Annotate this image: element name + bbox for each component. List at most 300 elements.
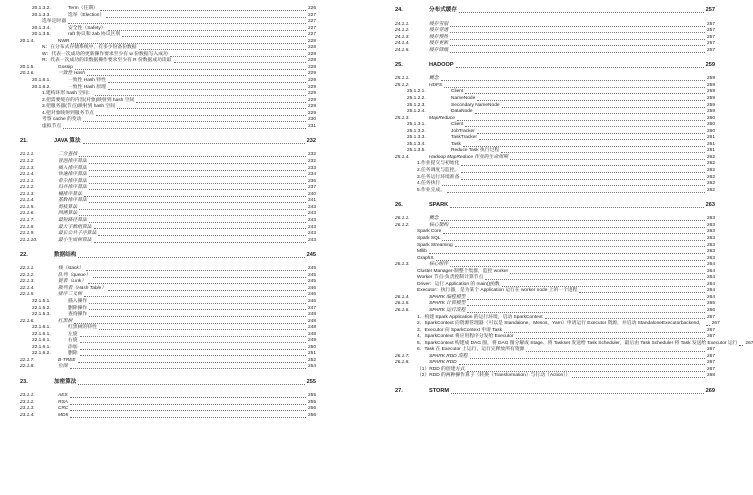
toc-entry-number: 26.1.7. (395, 353, 410, 359)
toc-entry-title: SPARK 计算模型 (429, 301, 466, 307)
toc-right-column (395, 6, 753, 396)
toc-page-number: 264 (706, 294, 715, 300)
toc-page-number: 245 (307, 272, 316, 278)
toc-entry-title: 3.任务运行环境准备 (417, 174, 460, 180)
toc-dot-leader (89, 189, 306, 190)
toc-entry-title: 数据结构 (54, 251, 77, 258)
toc-page-number: 228 (307, 58, 316, 64)
toc-entry-number: 26.1.2. (395, 222, 410, 228)
toc-dot-leader (71, 43, 306, 44)
toc-page-number: 257 (706, 28, 715, 34)
toc-page-number: 255 (306, 378, 316, 385)
toc-page-number: 263 (706, 249, 715, 255)
toc-dot-leader (545, 318, 705, 319)
toc-page-number: 259 (705, 61, 715, 68)
toc-entry-number: 21.1.1. (20, 178, 35, 184)
toc-dot-leader (108, 290, 306, 291)
toc-page-number: 243 (307, 211, 316, 217)
toc-page-number: 256 (307, 406, 316, 412)
toc-page-number: 248 (307, 312, 316, 318)
toc-entry-number: 23.1.2. (20, 399, 35, 405)
toc-entry-title: 3.把服务器(节点)映射到 hash 空间 (42, 104, 116, 110)
toc-entry-number: 23.1.1. (20, 393, 35, 399)
toc-entry-title: Client (451, 89, 464, 95)
toc-entry-number: 20.1.4. (20, 38, 35, 44)
toc-dot-leader (89, 222, 306, 223)
toc-page-number: 263 (706, 229, 715, 235)
toc-entry-title: SPARK 编程模型 (429, 294, 466, 300)
toc-dot-leader (441, 80, 705, 81)
toc-dot-leader (459, 364, 705, 365)
toc-dot-leader (93, 277, 306, 278)
toc-entry-title: Hadoop MapReduce 作业的生命周期 (429, 154, 508, 160)
toc-entry-number: 21.1.10. (20, 237, 38, 243)
toc-entry-number: 26.1.1. (395, 216, 410, 222)
toc-chapter-entry[interactable] (20, 137, 316, 146)
toc-page-number: 229 (307, 91, 316, 97)
toc-page-number: 226 (307, 6, 316, 11)
toc-dot-leader (461, 165, 705, 166)
toc-page-number: 229 (307, 84, 316, 90)
toc-chapter-entry[interactable] (395, 201, 715, 210)
toc-dot-leader (100, 10, 306, 11)
toc-page-number: 228 (307, 38, 316, 44)
toc-entry-number: 24.1.2. (395, 28, 410, 34)
toc-dot-leader (70, 368, 306, 369)
toc-entry-title: 删除操作 (68, 305, 88, 311)
toc-entry-title: JobTracker (451, 128, 475, 134)
toc-entry-title: RSA (58, 399, 68, 405)
toc-entry-title: HADOOP (429, 61, 454, 68)
toc-entry-number: 22.1.6. (20, 318, 35, 324)
toc-page-number: 248 (307, 331, 316, 337)
toc-dot-leader (501, 152, 705, 153)
toc-page-number: 228 (307, 45, 316, 51)
toc-chapter-entry[interactable] (395, 387, 715, 396)
toc-dot-leader (94, 242, 306, 243)
toc-entry-number: 21.1.5. (20, 204, 35, 210)
toc-page-number: 264 (706, 288, 715, 294)
toc-entry-title: 核心组件 (429, 262, 449, 268)
toc-dot-leader (74, 323, 306, 324)
toc-dot-leader (63, 128, 306, 129)
toc-entry-number: 20.1.3.5. (32, 32, 51, 38)
toc-dot-leader (467, 312, 705, 313)
toc-entry-title: 最短路径算法 (58, 217, 87, 223)
toc-dot-leader (450, 207, 703, 208)
toc-page-number: 245 (307, 266, 316, 272)
toc-dot-leader (502, 107, 705, 108)
toc-entry-title: Term（任期） (68, 6, 98, 11)
toc-entry-title: 5.作业完成。 (417, 187, 445, 193)
toc-entry-title: CRC (58, 406, 69, 412)
toc-page-number: 232 (307, 159, 316, 165)
toc-page-number: 265 (706, 301, 715, 307)
toc-page-number: 263 (706, 216, 715, 222)
toc-entry-title: Mllib (417, 249, 427, 255)
toc-chapter-entry[interactable] (20, 251, 316, 260)
toc-entry-number: 20.1.3.2. (32, 6, 51, 11)
toc-entry-number: 25.1.1. (395, 76, 410, 82)
toc-entry-title: 4.把对象映射到服务节点 (42, 110, 94, 116)
toc-dot-leader (516, 338, 705, 339)
toc-entry-title: 缓存降级 (429, 47, 449, 53)
toc-page-number: 229 (307, 78, 316, 84)
toc-dot-leader (456, 67, 704, 68)
toc-entry-title: 排序二叉树 (58, 292, 82, 298)
toc-page-number: 246 (307, 285, 316, 291)
toc-dot-leader (89, 303, 306, 304)
toc-entry-title: Spark Core (417, 229, 442, 235)
toc-entry-number: 26.1.4. (395, 294, 410, 300)
toc-page-number: 264 (706, 268, 715, 274)
toc-dot-leader (89, 309, 306, 310)
toc-page-number: 232 (306, 137, 316, 144)
toc-dot-leader (99, 329, 306, 330)
toc-page-number: 261 (706, 141, 715, 147)
toc-entry-title: R：代表一次成功的读数据操作要求至少有 R 份数据成功读取 (42, 58, 172, 64)
toc-page-number: 245 (307, 279, 316, 285)
toc-page-number: 262 (706, 187, 715, 193)
toc-dot-leader (465, 126, 705, 127)
toc-entry-number: 23. (20, 378, 28, 385)
toc-page-number: 263 (706, 242, 715, 248)
toc-page-number: 263 (706, 235, 715, 241)
toc-dot-leader (450, 266, 705, 267)
toc-entry-title: DataNode (451, 109, 473, 115)
toc-page-number: 259 (706, 109, 715, 115)
toc-entry-title: Spark SQL (417, 235, 441, 241)
toc-chapter-entry[interactable] (395, 6, 715, 15)
toc-page-number: 267 (706, 327, 715, 333)
toc-page-number: 245 (306, 251, 316, 258)
toc-entry-number: 21. (20, 137, 28, 144)
toc-page-number: 230 (307, 117, 316, 123)
toc-entry-title: SPARK RDD 流程 (429, 353, 468, 359)
toc-entry-number: 22.1.7. (20, 357, 35, 363)
toc-dot-leader (739, 345, 743, 346)
toc-page-number: 248 (307, 325, 316, 331)
toc-dot-leader (108, 30, 306, 31)
toc-dot-leader (87, 75, 306, 76)
toc-dot-leader (89, 183, 306, 184)
toc-entry-title: 快速排序算法 (58, 172, 87, 178)
toc-dot-leader (108, 82, 306, 83)
toc-page-number: 257 (706, 21, 715, 27)
toc-entry-number: 26.1.6. (395, 307, 410, 313)
toc-entry-title: 2.把需要缓存的内容(对象)映射到 hash 空间 (42, 97, 135, 103)
toc-dot-leader (459, 12, 704, 13)
toc-entry-number: 22. (20, 251, 28, 258)
toc-dot-leader (84, 196, 306, 197)
toc-entry-title: TaskTracker (451, 135, 477, 141)
toc-entry-title: STORM (429, 387, 450, 394)
toc-page-number: 257 (706, 41, 715, 47)
toc-dot-leader (86, 270, 306, 271)
toc-page-number: 227 (307, 32, 316, 38)
toc-page-number: 237 (307, 185, 316, 191)
toc-dot-leader (70, 404, 306, 405)
toc-entry-title: SPARK 运行流程 (429, 307, 466, 313)
toc-entry-title: 4．SparkContext 将应用程序分发给 Executor (417, 334, 514, 340)
toc-entry-title: 缓存更新 (429, 41, 449, 47)
toc-page-number: 257 (705, 7, 715, 13)
toc-page-number: 249 (307, 338, 316, 344)
toc-chapter-entry[interactable] (20, 378, 316, 387)
toc-dot-leader (450, 227, 705, 228)
toc-dot-leader (451, 393, 704, 394)
toc-dot-leader (136, 102, 306, 103)
toc-page-number: 259 (706, 89, 715, 95)
toc-entry-title: 栈（stack） (58, 266, 84, 272)
toc-entry-number: 27. (395, 387, 403, 394)
toc-dot-leader (465, 93, 705, 94)
toc-entry-title: raft 协议和 zab 协议区别 (68, 32, 121, 38)
toc-page-number: 234 (307, 172, 316, 178)
toc-dot-leader (70, 410, 306, 411)
toc-page-number: 263 (706, 255, 715, 261)
toc-dot-leader (502, 286, 705, 287)
toc-entry-number: 21.1.4. (20, 172, 35, 178)
toc-dot-leader (504, 332, 705, 333)
toc-dot-leader (461, 172, 705, 173)
toc-entry-number: 26.1.5. (395, 301, 410, 307)
toc-entry-number: 22.1.3. (20, 279, 35, 285)
toc-dot-leader (429, 253, 705, 254)
toc-entry-title: 位图 (58, 364, 68, 370)
toc-dot-leader (78, 362, 306, 363)
toc-dot-leader (444, 87, 705, 88)
toc-entry-title: 红黑树的特性 (68, 325, 97, 331)
toc-entry-title: JAVA 算法 (54, 137, 81, 144)
toc-entry-title: 加密算法 (54, 378, 77, 385)
toc-page-number: 229 (307, 71, 316, 77)
toc-entry-title: 插入操作 (68, 298, 88, 304)
toc-page-number: 267 (706, 360, 715, 366)
toc-entry-title: 希尔排序算法 (58, 178, 87, 184)
toc-dot-leader (80, 349, 306, 350)
toc-entry-title: Task (451, 141, 461, 147)
toc-entry-number: 26. (395, 201, 403, 208)
toc-page-number: 228 (307, 51, 316, 57)
toc-entry-number: 20.1.6.2. (32, 84, 51, 90)
toc-entry-title: 回溯算法 (58, 211, 78, 217)
toc-entry-title: Driver：运行 Application 的 main()函数 (417, 281, 500, 287)
toc-entry-title: 缓存雪崩 (429, 21, 449, 27)
toc-entry-title: MD5 (58, 412, 69, 418)
toc-page-number: 263 (705, 201, 715, 208)
toc-dot-leader (95, 95, 306, 96)
toc-entry-number: 23.1.3. (20, 406, 35, 412)
toc-entry-number: 25.1.2.1. (407, 89, 426, 95)
toc-dot-leader (79, 215, 306, 216)
toc-entry-number: 21.1.9. (20, 231, 35, 237)
toc-dot-leader (450, 45, 705, 46)
toc-page-number: 262 (706, 154, 715, 160)
toc-entry-number: 25.1.3.4. (407, 141, 426, 147)
toc-entry-number: 20.1.6. (20, 71, 35, 77)
toc-entry-title: Client (451, 122, 464, 128)
toc-dot-leader (70, 417, 306, 418)
toc-entry-title: 添加 (68, 344, 78, 350)
toc-entry-title: 最小生成树算法 (58, 237, 92, 243)
toc-dot-leader (88, 283, 306, 284)
toc-entry-number: 25.1.3.3. (407, 135, 426, 141)
toc-entry-number: 22.1.2. (20, 272, 35, 278)
toc-page-number: 246 (307, 298, 316, 304)
toc-entry-title: MapReduce (429, 115, 455, 121)
toc-entry-title: 一致性 Hash 原理 (68, 84, 106, 90)
toc-entry-title: 链表（Link） (58, 279, 86, 285)
toc-dot-leader (477, 100, 705, 101)
toc-dot-leader (442, 185, 705, 186)
toc-entry-title: 桶排序算法 (58, 191, 82, 197)
toc-dot-leader (108, 89, 306, 90)
toc-page-number: 262 (706, 161, 715, 167)
toc-dot-leader (75, 69, 306, 70)
toc-entry-title: 删除 (68, 351, 78, 357)
toc-page-number: 263 (706, 222, 715, 228)
toc-page-number: 262 (706, 174, 715, 180)
toc-entry-number: 20.1.3.3. (32, 12, 51, 18)
toc-entry-title: Cluster Manager-制整个集群，监控 worker (417, 268, 509, 274)
toc-dot-leader (450, 52, 705, 53)
toc-dot-leader (579, 292, 705, 293)
toc-entry-number: 22.1.6.1. (32, 338, 51, 344)
toc-entry-title: 右旋 (68, 338, 78, 344)
toc-dot-leader (457, 120, 705, 121)
toc-dot-leader (139, 49, 306, 50)
toc-dot-leader (89, 163, 306, 164)
toc-entry-title: HDFS (429, 82, 443, 88)
toc-entry-title: Spark Streaming (417, 242, 453, 248)
toc-entry-title: GraphX (417, 255, 434, 261)
toc-dot-leader (467, 299, 705, 300)
toc-dot-leader (80, 342, 306, 343)
toc-entry-title: 缓存预热 (429, 34, 449, 40)
toc-entry[interactable] (20, 413, 316, 420)
toc-entry-number: 24.1.4. (395, 41, 410, 47)
toc-entry-number: 21.1.3. (20, 165, 35, 171)
toc-page-number: 260 (706, 115, 715, 121)
toc-page-number: 243 (307, 204, 316, 210)
toc-page-number: 262 (706, 181, 715, 187)
toc-chapter-entry[interactable] (395, 61, 715, 70)
toc-entry-number: 20.1.5. (20, 64, 35, 70)
toc-entry-title: 4.任务执行 (417, 181, 441, 187)
toc-page-number: 236 (307, 178, 316, 184)
toc-dot-leader (485, 279, 705, 280)
toc-entry-number: 21.1.2. (20, 159, 35, 165)
toc-entry-title: 5．SparkContext 构建成 DAG 图，将 DAG 图分解成 Stage、将 Taskset 发送给 Task Scheduler，最后由 Task Scheduler 将 Task 发送给 Executor 运行 (417, 340, 738, 346)
toc-page-number: 259 (706, 76, 715, 82)
toc-dot-leader (450, 39, 705, 40)
toc-entry-number: 22.1.6.1. (32, 344, 51, 350)
toc-page-number: 267 (711, 321, 720, 327)
toc-entry-title: SPARK (429, 201, 449, 208)
toc-page-number: 247 (307, 305, 316, 311)
toc-entry-title: 归并排序算法 (58, 185, 87, 191)
toc-entry-title: Worker 节点-负责控制计算节点 (417, 275, 484, 281)
toc-page-number: 227 (307, 12, 316, 18)
toc-entry-title: 安全性（Safety） (68, 25, 106, 31)
toc-entry-title: 1．构建 Spark Application 的运行环境，启动 SparkContext (417, 314, 543, 320)
toc-entry-number: 20.1.3.4. (32, 25, 51, 31)
toc-entry-title: 分布式缓存 (429, 7, 457, 13)
toc-dot-leader (442, 240, 705, 241)
toc-entry-number: 25.1.3. (395, 115, 410, 121)
toc-entry-number: 22.1.5.3. (32, 312, 51, 318)
toc-entry-number: 25.1.2.4. (407, 109, 426, 115)
toc-entry-number: 22.1.8. (20, 364, 35, 370)
toc-page-number: 261 (706, 148, 715, 154)
toc-entry-title: SPARK RDD (429, 360, 457, 366)
toc-entry-title: 左旋 (68, 331, 78, 337)
toc-page-number: 267 (745, 340, 753, 346)
toc-dot-leader (89, 176, 306, 177)
toc-dot-leader (510, 159, 705, 160)
toc-entry-title: 概念 (429, 216, 439, 222)
toc-entry-title: 基数排序算法 (58, 198, 87, 204)
toc-entry-title: Gossip (58, 64, 73, 70)
toc-entry-number: 21.1.3. (20, 191, 35, 197)
toc-page-number: 248 (307, 318, 316, 324)
toc-dot-leader (83, 143, 305, 144)
toc-entry-number: 20.1.6.1. (32, 78, 51, 84)
toc-entry-number: 21.1.7. (20, 217, 35, 223)
toc-entry-title: 1.建构环形 hash 空间： (42, 91, 93, 97)
toc-entry-title: 2．SparkContext 向资源管理器（可以是 Standalone，Mesos，Yarn）申请运行 Executor 资源，并启动 StandaloneExecutorbackend， (417, 321, 704, 327)
toc-dot-leader (79, 209, 306, 210)
toc-dot-leader (106, 17, 306, 18)
toc-dot-leader (80, 336, 306, 337)
toc-page-number: 240 (307, 191, 316, 197)
toc-entry-number: 24. (395, 7, 403, 13)
toc-page-number: 267 (706, 366, 715, 372)
toc-entry-title: 3．Executor 向 SparkContext 申请 Task (417, 327, 503, 333)
toc-dot-leader (450, 26, 705, 27)
toc-dot-leader (467, 371, 705, 372)
toc-entry-title: W：代表一次成功的更新操作要求至少有 w 份数据写入成功 (42, 51, 168, 57)
toc-page-number: 255 (307, 393, 316, 399)
toc-entry-number: 26.1.8. (395, 360, 410, 366)
toc-page-number: 254 (307, 364, 316, 370)
toc-entry-title: N：在分布式存储系统中，有多少份备份数据 (42, 45, 137, 51)
toc-entry-title: （2）RDD 的两种操作算子（转换（Transformation）与行动（Action）） (417, 373, 571, 379)
toc-dot-leader (526, 351, 705, 352)
toc-page-number: 243 (307, 231, 316, 237)
toc-entry-title: 队列（queue） (58, 272, 91, 278)
toc-dot-leader (78, 257, 304, 258)
toc-page-number: 259 (706, 82, 715, 88)
toc-entry-title: NWR (58, 38, 70, 44)
toc-entry-title: 6．Task 在 Executor 上运行，运行完释放所有资源 (417, 347, 525, 353)
toc-entry-number: 22.1.5.2. (32, 305, 51, 311)
toc-entry-title: 二分查找 (58, 152, 78, 158)
toc-page-number: 260 (706, 128, 715, 134)
toc-entry-title: 最长公共子序算法 (58, 231, 97, 237)
toc-entry-title: 最大子数组算法 (58, 224, 92, 230)
toc-page-number: 257 (706, 47, 715, 53)
toc-page-number: 229 (307, 104, 316, 110)
toc-page-number: 243 (307, 217, 316, 223)
toc-page-number: 269 (705, 387, 715, 394)
toc-page-number: 231 (307, 123, 316, 129)
toc-entry-number: 25.1.2. (395, 82, 410, 88)
toc-dot-leader (477, 133, 705, 134)
toc-dot-leader (461, 179, 705, 180)
toc-page-number: 228 (307, 64, 316, 70)
